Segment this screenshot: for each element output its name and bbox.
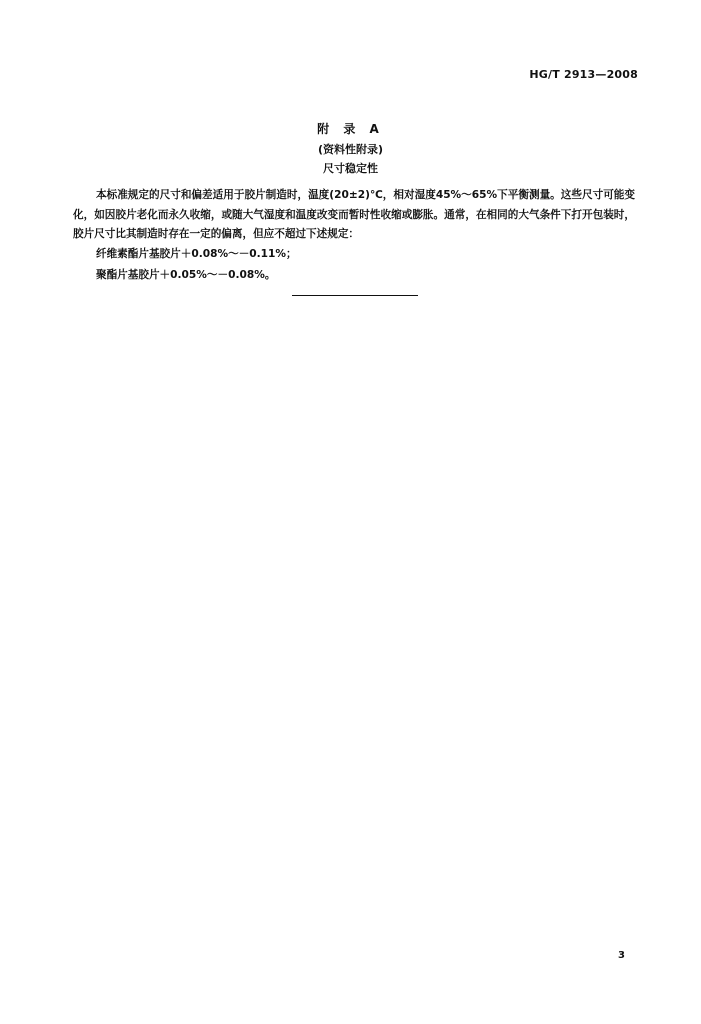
body-paragraph: 本标准规定的尺寸和偏差适用于胶片制造时，温度(20±2)℃，相对湿度45%～65%下平衡测量。这些尺寸可能变化，如因胶片老化而永久收缩，或随大气湿度和温度改变而暂时性收缩或膨胀。通常，在相同的大气条件下打开包装时，胶片尺寸比其制造时存在一定的偏离，但应不超过下述规定： xyxy=(73,189,635,240)
appendix-name: 尺寸稳定性 xyxy=(323,162,378,175)
end-rule xyxy=(292,295,418,296)
list-item: 纤维素酯片基胶片＋0.08%～－0.11%； xyxy=(96,248,297,260)
appendix-type: (资料性附录) xyxy=(317,143,384,156)
page-number: 3 xyxy=(618,950,625,961)
list-item: 聚酯片基胶片＋0.05%～－0.08%。 xyxy=(96,269,276,281)
standard-code: HG/T 2913—2008 xyxy=(529,68,638,81)
appendix-title: 附 录 A xyxy=(317,122,384,136)
